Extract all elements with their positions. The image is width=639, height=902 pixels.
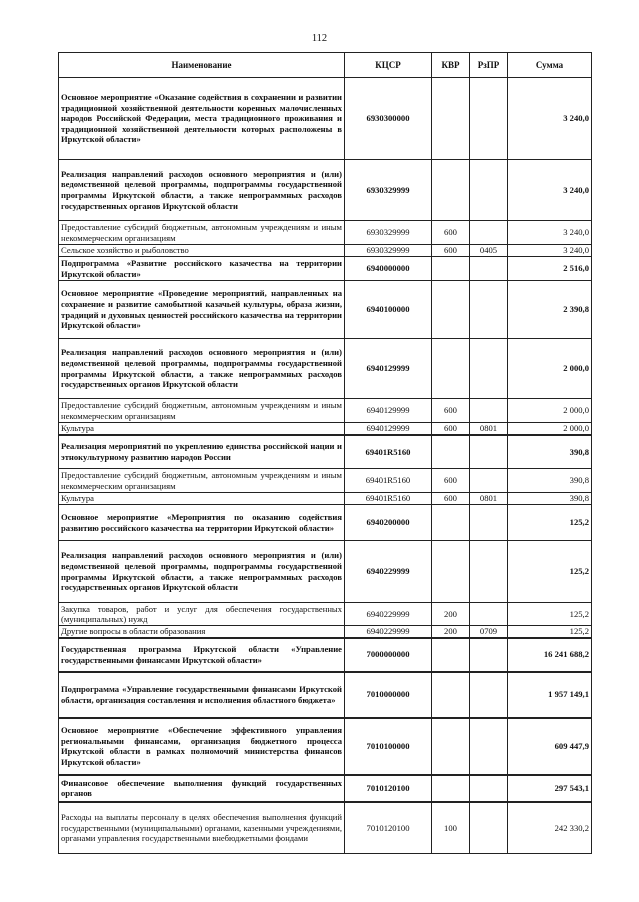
table-row xyxy=(59,399,592,423)
cell-sum: 390,8 xyxy=(508,469,592,493)
cell-sum: 3 240,0 xyxy=(508,78,592,160)
cell-sum: 3 240,0 xyxy=(508,221,592,245)
cell-sum: 125,2 xyxy=(508,603,592,626)
cell-kvr xyxy=(432,718,470,775)
cell-rzpr xyxy=(470,399,508,423)
cell-kcsr: 6940229999 xyxy=(345,626,432,638)
budget-table xyxy=(58,52,592,854)
cell-kvr xyxy=(432,78,470,160)
cell-rzpr xyxy=(470,221,508,245)
table-row xyxy=(59,672,592,718)
cell-kcsr: 6930329999 xyxy=(345,245,432,257)
cell-kcsr: 7010120100 xyxy=(345,802,432,854)
table-row xyxy=(59,718,592,775)
cell-sum: 2 000,0 xyxy=(508,399,592,423)
cell-rzpr xyxy=(470,672,508,718)
cell-name: Основное мероприятие «Мероприятия по оказанию содействия развитию российского казачества на территории Иркутской области» xyxy=(59,505,345,541)
cell-sum: 390,8 xyxy=(508,493,592,505)
page-number: 112 xyxy=(311,33,328,44)
cell-kvr xyxy=(432,541,470,603)
cell-rzpr xyxy=(470,775,508,802)
cell-kcsr: 69401R5160 xyxy=(345,469,432,493)
cell-name: Финансовое обеспечение выполнения функций государственных органов xyxy=(59,775,345,802)
cell-kvr: 200 xyxy=(432,626,470,638)
table-row xyxy=(59,505,592,541)
cell-name: Основное мероприятие «Обеспечение эффективного управления региональными финансами, организация бюджетного процесса Иркутской области в рамках полномочий министерства финансов Иркутской области» xyxy=(59,718,345,775)
table-row xyxy=(59,603,592,626)
cell-sum: 125,2 xyxy=(508,505,592,541)
cell-name: Культура xyxy=(59,423,345,435)
cell-rzpr xyxy=(470,603,508,626)
cell-name: Расходы на выплаты персоналу в целях обеспечения выполнения функций государственными (муниципальными) органами, казенными учреждениями, органами управления государственными внебюджетными фондами xyxy=(59,802,345,854)
cell-sum: 609 447,9 xyxy=(508,718,592,775)
cell-sum: 3 240,0 xyxy=(508,160,592,221)
cell-kvr xyxy=(432,281,470,339)
cell-name: Сельское хозяйство и рыболовство xyxy=(59,245,345,257)
cell-rzpr xyxy=(470,802,508,854)
cell-name: Реализация направлений расходов основного мероприятия и (или) ведомственной целевой программы, подпрограммы государственной программы Иркутской области, а также непрограммных расходов государственных органов Иркутской области xyxy=(59,160,345,221)
cell-kcsr: 6940129999 xyxy=(345,399,432,423)
cell-sum: 16 241 688,2 xyxy=(508,638,592,672)
header-kcsr: КЦСР xyxy=(345,53,432,78)
cell-rzpr: 0709 xyxy=(470,626,508,638)
cell-name: Закупка товаров, работ и услуг для обеспечения государственных (муниципальных) нужд xyxy=(59,603,345,626)
cell-rzpr: 0801 xyxy=(470,493,508,505)
cell-name: Предоставление субсидий бюджетным, автономным учреждениям и иным некоммерческим организациям xyxy=(59,469,345,493)
cell-kvr xyxy=(432,160,470,221)
table-row xyxy=(59,160,592,221)
cell-kvr: 100 xyxy=(432,802,470,854)
cell-kvr xyxy=(432,435,470,469)
table-row xyxy=(59,626,592,638)
table-row xyxy=(59,423,592,435)
table-row xyxy=(59,78,592,160)
cell-name: Предоставление субсидий бюджетным, автономным учреждениям и иным некоммерческим организациям xyxy=(59,399,345,423)
cell-rzpr xyxy=(470,435,508,469)
cell-kcsr: 7010000000 xyxy=(345,672,432,718)
cell-kcsr: 6940229999 xyxy=(345,603,432,626)
cell-kvr: 600 xyxy=(432,221,470,245)
cell-rzpr xyxy=(470,638,508,672)
cell-rzpr xyxy=(470,78,508,160)
table-row xyxy=(59,221,592,245)
cell-kcsr: 6930329999 xyxy=(345,160,432,221)
table-body xyxy=(59,78,592,854)
table-row xyxy=(59,281,592,339)
cell-sum: 2 000,0 xyxy=(508,423,592,435)
cell-kvr xyxy=(432,339,470,399)
cell-kcsr: 7000000000 xyxy=(345,638,432,672)
cell-sum: 125,2 xyxy=(508,541,592,603)
cell-rzpr xyxy=(470,339,508,399)
cell-rzpr xyxy=(470,160,508,221)
header-kvr: КВР xyxy=(432,53,470,78)
cell-name: Реализация направлений расходов основного мероприятия и (или) ведомственной целевой программы, подпрограммы государственной программы Иркутской области, а также непрограммных расходов государственных органов Иркутской области xyxy=(59,339,345,399)
cell-kcsr: 69401R5160 xyxy=(345,435,432,469)
cell-sum: 2 390,8 xyxy=(508,281,592,339)
cell-sum: 1 957 149,1 xyxy=(508,672,592,718)
table-row xyxy=(59,435,592,469)
cell-kcsr: 6940000000 xyxy=(345,257,432,281)
cell-sum: 297 543,1 xyxy=(508,775,592,802)
table-row xyxy=(59,245,592,257)
table-row xyxy=(59,469,592,493)
cell-kcsr: 6930329999 xyxy=(345,221,432,245)
cell-kcsr: 6940100000 xyxy=(345,281,432,339)
cell-name: Другие вопросы в области образования xyxy=(59,626,345,638)
cell-name: Основное мероприятие «Проведение мероприятий, направленных на сохранение и развитие самобытной казачьей культуры, образа жизни, традиций и духовных ценностей российского казачества на территории Иркутской области» xyxy=(59,281,345,339)
cell-kvr xyxy=(432,505,470,541)
cell-name: Подпрограмма «Управление государственными финансами Иркутской области, организация составления и исполнения областного бюджета» xyxy=(59,672,345,718)
cell-kvr xyxy=(432,775,470,802)
cell-name: Подпрограмма «Развитие российского казачества на территории Иркутской области» xyxy=(59,257,345,281)
header-sum: Сумма xyxy=(508,53,592,78)
cell-sum: 242 330,2 xyxy=(508,802,592,854)
header-rzpr: РзПР xyxy=(470,53,508,78)
cell-kcsr: 6940129999 xyxy=(345,339,432,399)
cell-kcsr: 6940129999 xyxy=(345,423,432,435)
cell-rzpr xyxy=(470,718,508,775)
table-header-row xyxy=(59,53,592,78)
cell-sum: 2 000,0 xyxy=(508,339,592,399)
cell-rzpr: 0405 xyxy=(470,245,508,257)
cell-rzpr xyxy=(470,257,508,281)
cell-kvr: 600 xyxy=(432,423,470,435)
header-name: Наименование xyxy=(59,53,345,78)
table-row xyxy=(59,802,592,854)
cell-sum: 125,2 xyxy=(508,626,592,638)
cell-kvr xyxy=(432,638,470,672)
cell-name: Государственная программа Иркутской области «Управление государственными финансами Иркутской области» xyxy=(59,638,345,672)
cell-kcsr: 6940200000 xyxy=(345,505,432,541)
cell-kcsr: 7010120100 xyxy=(345,775,432,802)
cell-name: Культура xyxy=(59,493,345,505)
table-row xyxy=(59,493,592,505)
cell-sum: 390,8 xyxy=(508,435,592,469)
cell-kvr: 600 xyxy=(432,493,470,505)
cell-rzpr xyxy=(470,541,508,603)
cell-sum: 3 240,0 xyxy=(508,245,592,257)
cell-rzpr: 0801 xyxy=(470,423,508,435)
table-row xyxy=(59,638,592,672)
cell-name: Предоставление субсидий бюджетным, автономным учреждениям и иным некоммерческим организациям xyxy=(59,221,345,245)
cell-rzpr xyxy=(470,469,508,493)
cell-name: Реализация мероприятий по укреплению единства российской нации и этнокультурному развитию народов России xyxy=(59,435,345,469)
cell-name: Основное мероприятие «Оказание содействия в сохранении и развитии традиционной хозяйственной деятельности коренных малочисленных народов Российской Федерации, места традиционного проживания и традиционной хозяйственной деятельности которых расположены в Иркутской области» xyxy=(59,78,345,160)
cell-kvr: 600 xyxy=(432,469,470,493)
cell-kvr xyxy=(432,672,470,718)
cell-kvr xyxy=(432,257,470,281)
cell-kcsr: 69401R5160 xyxy=(345,493,432,505)
table-row xyxy=(59,775,592,802)
cell-kvr: 600 xyxy=(432,245,470,257)
table-row xyxy=(59,541,592,603)
table-row xyxy=(59,339,592,399)
cell-kcsr: 7010100000 xyxy=(345,718,432,775)
cell-kvr: 200 xyxy=(432,603,470,626)
cell-kcsr: 6930300000 xyxy=(345,78,432,160)
cell-sum: 2 516,0 xyxy=(508,257,592,281)
cell-rzpr xyxy=(470,505,508,541)
cell-rzpr xyxy=(470,281,508,339)
cell-kvr: 600 xyxy=(432,399,470,423)
cell-kcsr: 6940229999 xyxy=(345,541,432,603)
cell-name: Реализация направлений расходов основного мероприятия и (или) ведомственной целевой программы, подпрограммы государственной программы Иркутской области, а также непрограммных расходов государственных органов Иркутской области xyxy=(59,541,345,603)
table-row xyxy=(59,257,592,281)
